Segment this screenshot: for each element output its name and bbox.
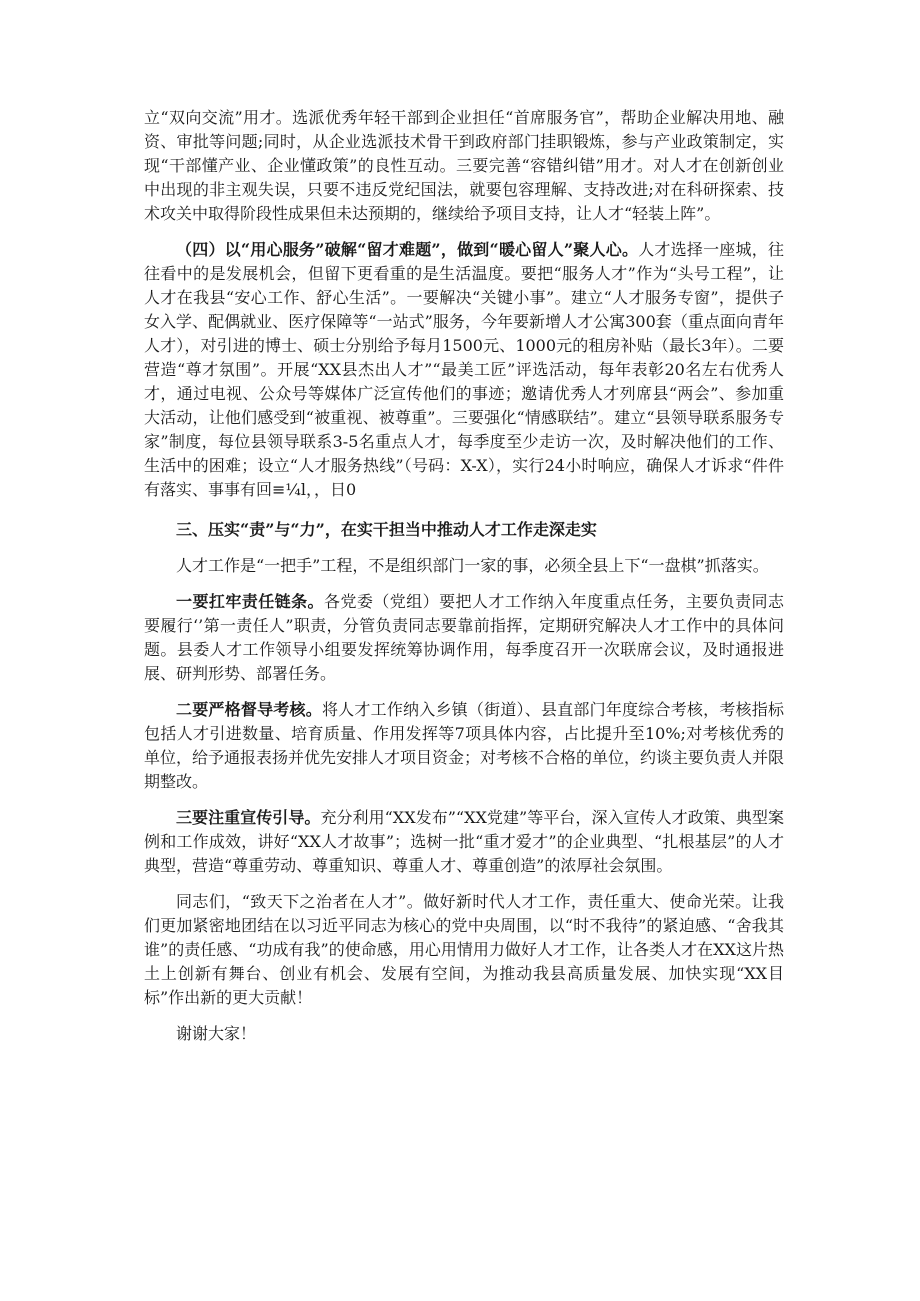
closing-paragraph: 同志们，“致天下之治者在人才”。做好新时代人才工作，责任重大、使命光荣。让我们更加紧密地团结在以习近平同志为核心的党中央周围，以“时不我待”的紧迫感、“舍我其谁”的责任感、“功成有我”的使命感，用心用情用力做好人才工作，让各类人才在XX这片热土上创新有舞台、创业有机会、发展有空间，为推动我县高质量发展、加快实现“XX目标”作出新的更大贡献！ xyxy=(144,892,784,1007)
point1-lead: 一要扛牢责任链条。 xyxy=(176,592,324,611)
point1-paragraph xyxy=(144,590,784,686)
point2-body: 将人才工作纳入乡镇（街道）、县直部门年度综合考核，考核指标包括人才引进数量、培育质量、作用发挥等7项具体内容，占比提升至10%;对考核优秀的单位，给予通报表扬并优先安排人才项目资金；对考核不合格的单位，约谈主要负责人并限期整改。 xyxy=(144,700,785,791)
thanks-line: 谢谢大家！ xyxy=(176,1024,257,1043)
section3-heading: 三、压实“责”与“力”，在实干担当中推动人才工作走深走实 xyxy=(176,520,597,539)
point3-lead: 三要注重宣传引导。 xyxy=(176,808,321,827)
point3-paragraph xyxy=(144,806,784,878)
point2-paragraph xyxy=(144,698,784,794)
section4-lead: （四）以“用心服务”破解“留才难题”，做到“暖心留人”聚人心。 xyxy=(176,240,639,259)
point3-body: 充分利用“XX发布”“XX党建”等平台，深入宣传人才政策、典型案例和工作成效，讲好“XX人才故事”；选树一批“重才爱才”的企业典型、“扎根基层”的人才典型，营造“尊重劳动、尊重知识、尊重人才、尊重创造”的浓厚社会氛围。 xyxy=(144,808,784,875)
section4-paragraph xyxy=(144,238,784,502)
point1-body: 各党委（党组）要把人才工作纳入年度重点任务，主要负责同志要履行‘’第一责任人”职责，分管负责同志要靠前指挥，定期研究解决人才工作中的具体问题。县委人才工作领导小组要发挥统筹协调作用，每季度召开一次联席会议，及时通报进展、研判形势、部署任务。 xyxy=(144,592,784,683)
document-page xyxy=(144,106,784,1046)
point2-lead: 二要严格督导考核。 xyxy=(176,700,322,719)
continuation-paragraph: 立“双向交流”用才。选派优秀年轻干部到企业担任“首席服务官”，帮助企业解决用地、融资、审批等问题;同时，从企业选派技术骨干到政府部门挂职锻炼，参与产业政策制定，实现“干部懂产业、企业懂政策”的良性互动。三要完善“容错纠错”用才。对人才在创新创业中出现的非主观失误，只要不违反党纪国法，就要包容理解、支持改进;对在科研探索、技术攻关中取得阶段性成果但未达预期的，继续给予项目支持，让人才“轻装上阵”。 xyxy=(144,108,784,223)
intro-paragraph: 人才工作是“一把手”工程，不是组织部门一家的事，必须全县上下“一盘棋”抓落实。 xyxy=(176,556,769,575)
section4-body: 人才选择一座城，往往看中的是发展机会，但留下更看重的是生活温度。要把“服务人才”作为“头号工程”，让人才在我县“安心工作、舒心生活”。一要解决“关键小事”。建立“人才服务专窗”，提供子女入学、配偶就业、医疗保障等“一站式”服务，今年要新增人才公寓300套（重点面向青年人才），对引进的博士、硕士分别给予每月1500元、1000元的租房补贴（最长3年）。二要营造“尊才氛围”。开展“XX县杰出人才”“最美工匠”评选活动，每年表彰20名左右优秀人才，通过电视、公众号等媒体广泛宣传他们的事迹；邀请优秀人才列席县“两会”、参加重大活动，让他们感受到“被重视、被尊重”。三要强化“情感联结”。建立“县领导联系服务专家”制度，每位县领导联系3-5名重点人才，每季度至少走访一次，及时解决他们的工作、生活中的困难；设立“人才服务热线”（号码：X-X），实行24小时响应，确保人才诉求“件件有落实、事事有回≡¼l，，日0 xyxy=(144,240,784,499)
